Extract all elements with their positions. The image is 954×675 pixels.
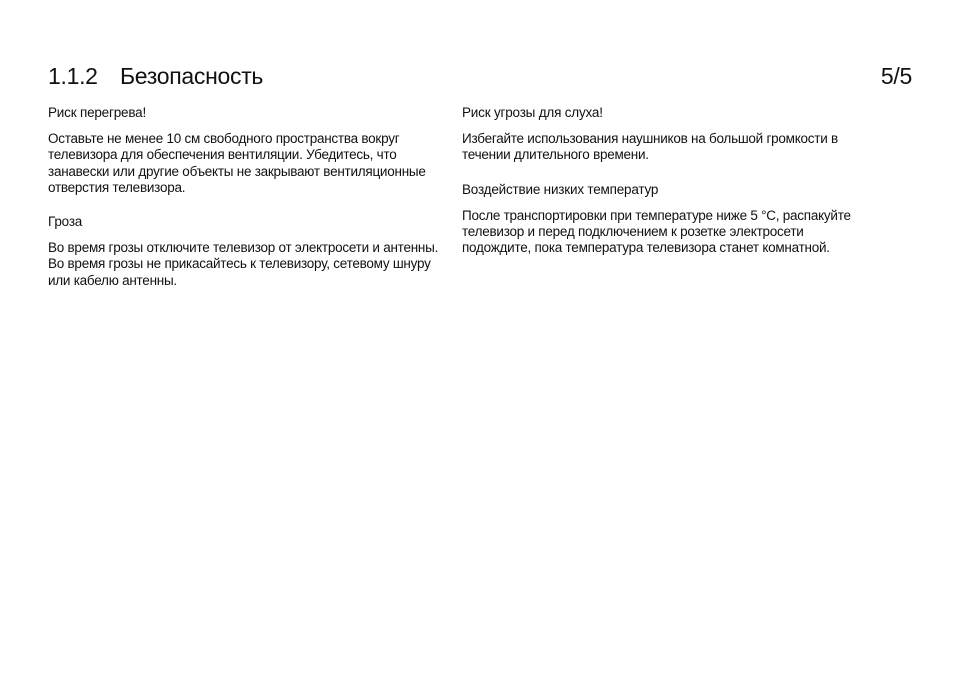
hearing-risk-block — [462, 105, 854, 164]
page-indicator: 5/5 — [880, 63, 912, 89]
block-body: Избегайте использования наушников на большой громкости в течении длительного времени. — [462, 131, 838, 163]
block-heading: Риск угрозы для слуха! — [462, 105, 603, 120]
right-column — [462, 105, 854, 274]
block-body: Оставьте не менее 10 см свободного пространства вокруг телевизора для обеспечения вентиляции. Убедитесь, что занавески или другие объекты не закрывают вентиляционные отверстия телевизора. — [48, 131, 426, 195]
overheat-risk-block — [48, 105, 440, 196]
low-temperature-block — [462, 182, 854, 257]
left-column — [48, 105, 440, 307]
thunderstorm-block — [48, 214, 440, 289]
section-number: 1.1.2 — [48, 63, 98, 89]
block-heading: Риск перегрева! — [48, 105, 147, 120]
block-heading: Гроза — [48, 214, 83, 230]
page-title: Безопасность — [120, 63, 264, 89]
block-heading: Воздействие низких температур — [462, 181, 659, 197]
block-body: После транспортировки при температуре ниже 5 °C, распакуйте телевизор и перед подключением к розетке электросети подождите, пока температура телевизора станет комнатной. — [462, 207, 851, 256]
block-body: Во время грозы отключите телевизор от электросети и антенны. Во время грозы не прикасайтесь к телевизору, сетевому шнуру или кабелю антенны. — [48, 240, 439, 288]
page-header — [48, 60, 912, 94]
